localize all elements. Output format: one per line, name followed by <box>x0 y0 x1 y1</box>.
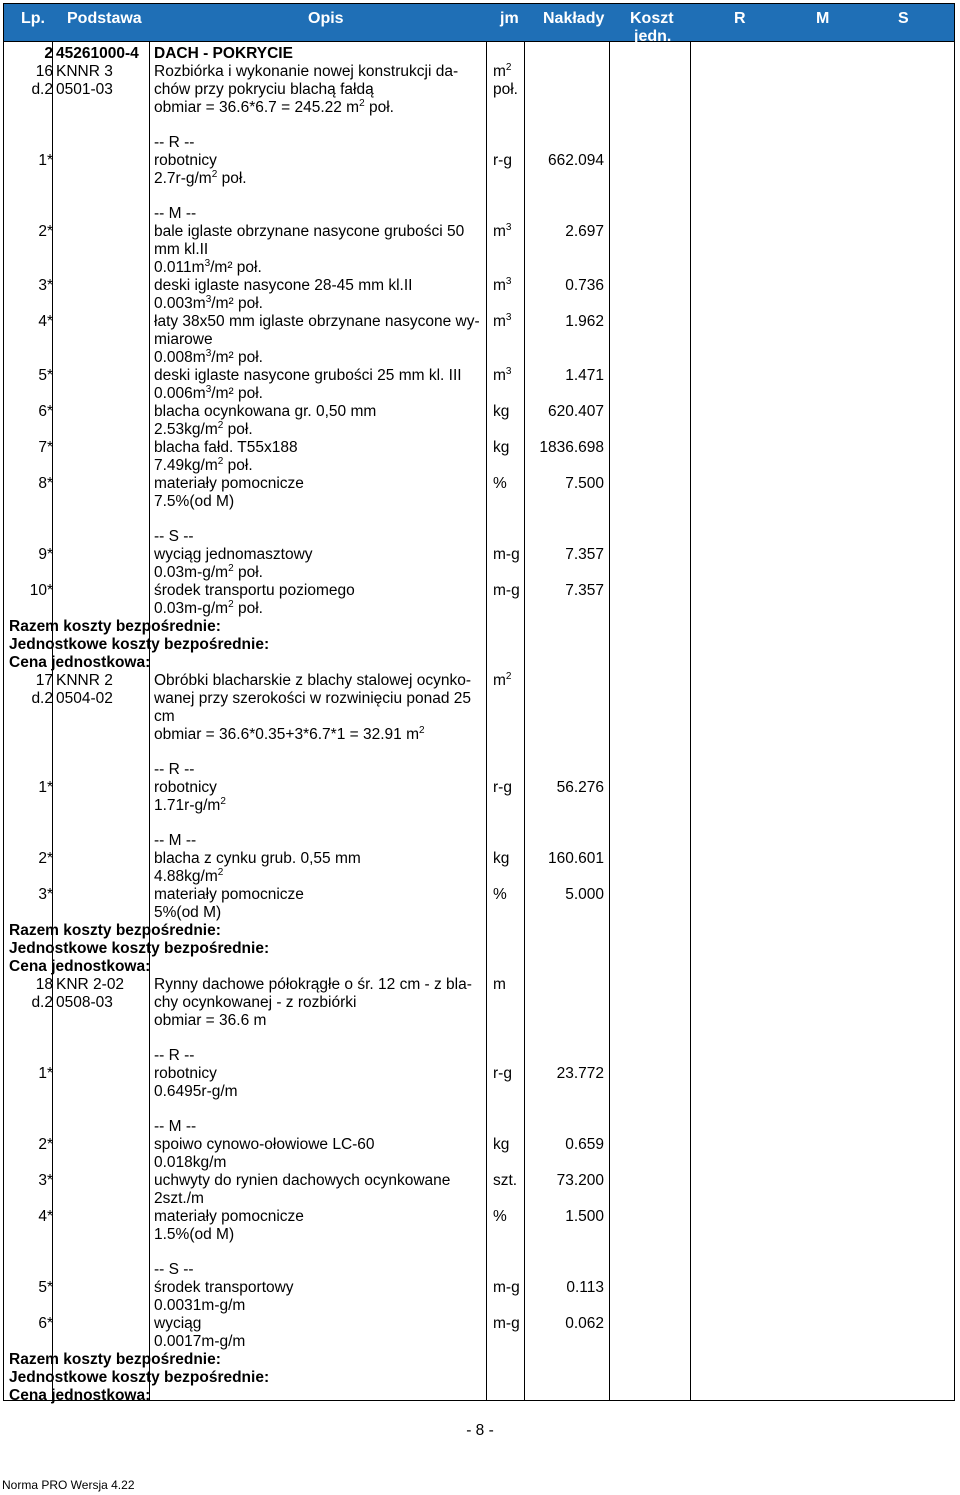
item-obmiar <box>154 726 425 744</box>
column-rule <box>486 41 487 1401</box>
resource-unit-part: kg <box>493 439 510 456</box>
resource-unit <box>493 152 512 170</box>
resource-name-cont: miarowe <box>154 331 213 348</box>
resource-quantity: 160.601 <box>547 850 604 867</box>
resource-lp: 5* <box>38 367 53 384</box>
resource-name: uchwyty do rynien dachowych ocynkowane <box>154 1172 451 1189</box>
resource-unit <box>493 223 511 241</box>
resource-norm <box>154 493 234 511</box>
item-lp-sub: d.2 <box>31 994 53 1011</box>
item-obmiar-part: obmiar = 36.6*6.7 = 245.22 m <box>154 99 360 116</box>
resource-norm <box>154 295 263 313</box>
resource-name: robotnicy <box>154 779 217 796</box>
header-podstawa: Podstawa <box>67 10 142 27</box>
jednostkowe-koszty: Jednostkowe koszty bezpośrednie: <box>9 940 270 957</box>
resource-name: blacha fałd. T55x188 <box>154 439 298 456</box>
resource-section-label: -- M -- <box>154 205 197 222</box>
resource-quantity: 7.357 <box>565 546 604 563</box>
item-obmiar-part: 2 <box>418 725 425 736</box>
resource-norm-part: /m² poł. <box>211 385 263 402</box>
resource-name: spoiwo cynowo-ołowiowe LC-60 <box>154 1136 375 1153</box>
resource-norm <box>154 421 253 439</box>
resource-lp: 2* <box>38 850 53 867</box>
resource-norm-part: /m² poł. <box>211 295 263 312</box>
resource-unit-part: 3 <box>505 276 512 287</box>
resource-unit-part: % <box>493 886 507 903</box>
resource-name: materiały pomocnicze <box>154 886 304 903</box>
resource-norm-part: /m² poł. <box>210 259 262 276</box>
resource-lp: 8* <box>38 475 53 492</box>
resource-unit-part: r-g <box>493 1065 512 1082</box>
resource-norm <box>154 904 221 922</box>
item-code-sub: 0508-03 <box>56 994 113 1011</box>
resource-norm-part: 0.008m <box>154 349 206 366</box>
resource-norm-part: 3 <box>205 348 212 359</box>
resource-lp: 1* <box>38 1065 53 1082</box>
item-unit <box>493 63 511 81</box>
resource-lp: 7* <box>38 439 53 456</box>
resource-lp: 6* <box>38 1315 53 1332</box>
resource-norm-part: 0.011m <box>154 259 205 276</box>
item-description: Obróbki blacharskie z blachy stalowej ocynko- <box>154 672 472 689</box>
resource-unit-part: r-g <box>493 779 512 796</box>
resource-quantity: 0.113 <box>566 1279 604 1296</box>
resource-norm-part: poł. <box>223 421 253 438</box>
item-obmiar <box>154 99 394 117</box>
item-lp-sub: d.2 <box>31 690 53 707</box>
resource-unit <box>493 850 509 868</box>
item-description: cm <box>154 708 175 725</box>
resource-norm-part: 2 <box>228 599 234 610</box>
resource-norm-part: poł. <box>223 457 253 474</box>
item-code-sub: 0504-02 <box>56 690 113 707</box>
resource-unit <box>493 313 511 331</box>
header-m: M <box>816 10 830 27</box>
jednostkowe-koszty: Jednostkowe koszty bezpośrednie: <box>9 1369 270 1386</box>
resource-name: deski iglaste nasycone grubości 25 mm kl. III <box>154 367 462 384</box>
resource-lp: 6* <box>38 403 53 420</box>
cena-jednostkowa: Cena jednostkowa: <box>9 654 151 671</box>
header-jm: jm <box>500 10 519 27</box>
resource-lp: 2* <box>38 1136 53 1153</box>
resource-quantity: 5.000 <box>565 886 604 903</box>
resource-norm-part: 0.0017m-g/m <box>154 1333 246 1350</box>
resource-norm-part: 0.003m <box>154 295 206 312</box>
resource-norm-part: 2 <box>217 867 224 878</box>
table-header <box>4 4 954 45</box>
resource-unit-part: r-g <box>493 152 512 169</box>
resource-quantity: 7.500 <box>565 475 604 492</box>
resource-unit-part: szt. <box>493 1172 518 1189</box>
resource-unit <box>493 582 520 600</box>
resource-norm-part: 7.5%(od M) <box>154 493 235 510</box>
item-code: KNNR 2 <box>56 672 113 689</box>
resource-unit-part: m-g <box>493 546 520 563</box>
resource-norm-part: 0.006m <box>154 385 206 402</box>
resource-unit-part: kg <box>493 403 510 420</box>
resource-unit <box>493 1208 507 1226</box>
resource-unit <box>493 475 507 493</box>
resource-quantity: 1836.698 <box>539 439 604 456</box>
resource-norm <box>154 457 253 475</box>
resource-norm-part: 2 <box>211 169 218 180</box>
resource-norm <box>154 1083 238 1101</box>
resource-name: wyciąg jednomasztowy <box>154 546 313 563</box>
resource-norm-part: 0.0031m-g/m <box>154 1297 246 1314</box>
resource-norm-part: 0.018kg/m <box>154 1154 227 1171</box>
resource-quantity: 1.471 <box>565 367 604 384</box>
item-obmiar <box>154 1012 266 1030</box>
resource-quantity: 0.736 <box>565 277 604 294</box>
resource-section-label: -- S -- <box>154 1261 194 1278</box>
resource-unit-part: % <box>493 1208 507 1225</box>
column-rule <box>609 41 610 1401</box>
resource-unit <box>493 1279 520 1297</box>
resource-norm <box>154 1297 245 1315</box>
razem-koszty: Razem koszty bezpośrednie: <box>9 618 221 635</box>
resource-section-label: -- R -- <box>154 1047 195 1064</box>
resource-norm-part: 1.71r-g/m <box>154 797 221 814</box>
header-jedn: jedn. <box>634 28 672 45</box>
chapter-code: 45261000-4 <box>56 45 139 62</box>
resource-unit <box>493 277 511 295</box>
cena-jednostkowa: Cena jednostkowa: <box>9 958 151 975</box>
resource-norm-part: 2.53kg/m <box>154 421 218 438</box>
resource-unit <box>493 403 509 421</box>
item-description: wanej przy szerokości w rozwinięciu ponad 25 <box>154 690 472 707</box>
item-description: Rynny dachowe półokrągłe o śr. 12 cm - z bla- <box>154 976 472 993</box>
resource-unit-part: 3 <box>505 312 512 323</box>
resource-norm-part: /m² poł. <box>211 349 263 366</box>
resource-norm <box>154 600 263 618</box>
jednostkowe-koszty: Jednostkowe koszty bezpośrednie: <box>9 636 270 653</box>
resource-unit-part: m <box>493 367 506 384</box>
item-unit-part: 2 <box>505 671 512 682</box>
resource-unit-part: kg <box>493 850 510 867</box>
resource-name: blacha ocynkowana gr. 0,50 mm <box>154 403 377 420</box>
resource-lp: 9* <box>38 546 53 563</box>
header-opis: Opis <box>308 10 344 27</box>
item-code: KNR 2-02 <box>56 976 125 993</box>
chapter-title: DACH - POKRYCIE <box>154 45 293 62</box>
razem-koszty: Razem koszty bezpośrednie: <box>9 922 221 939</box>
resource-unit-part: m <box>493 223 506 240</box>
resource-unit-part: m-g <box>493 582 520 599</box>
item-lp: 18 <box>35 976 53 993</box>
cena-jednostkowa: Cena jednostkowa: <box>9 1387 151 1404</box>
resource-unit-part: m-g <box>493 1279 520 1296</box>
resource-norm-part: 2 <box>217 456 224 467</box>
item-lp-sub: d.2 <box>31 81 53 98</box>
item-unit-part: m <box>493 63 506 80</box>
resource-lp: 10* <box>29 582 53 599</box>
item-obmiar-part: obmiar = 36.6 m <box>154 1012 267 1029</box>
item-unit-sub: poł. <box>493 81 518 98</box>
item-obmiar-part: poł. <box>364 99 394 116</box>
resource-norm-part: poł. <box>233 600 263 617</box>
resource-unit <box>493 439 509 457</box>
resource-name: środek transportu poziomego <box>154 582 355 599</box>
item-obmiar-part: 2 <box>359 98 365 109</box>
resource-norm-part: 2szt./m <box>154 1190 204 1207</box>
resource-norm-part: 0.03m-g/m <box>154 600 229 617</box>
resource-lp: 3* <box>38 886 53 903</box>
resource-norm <box>154 797 226 815</box>
resource-quantity: 1.962 <box>565 313 604 330</box>
resource-norm-part: poł. <box>217 170 247 187</box>
resource-unit <box>493 546 520 564</box>
resource-unit <box>493 779 512 797</box>
item-unit <box>493 672 511 690</box>
resource-section-label: -- R -- <box>154 761 195 778</box>
razem-koszty: Razem koszty bezpośrednie: <box>9 1351 221 1368</box>
item-unit <box>493 976 506 994</box>
resource-norm <box>154 170 247 188</box>
resource-norm-part: 0.03m-g/m <box>154 564 229 581</box>
resource-lp: 1* <box>38 152 53 169</box>
resource-unit <box>493 367 511 385</box>
resource-lp: 1* <box>38 779 53 796</box>
resource-name: bale iglaste obrzynane nasycone grubości 50 <box>154 223 465 240</box>
item-obmiar-part: obmiar = 36.6*0.35+3*6.7*1 = 32.91 m <box>154 726 419 743</box>
resource-unit-part: 3 <box>505 222 512 233</box>
software-footer: Norma PRO Wersja 4.22 <box>2 1478 135 1492</box>
resource-unit-part: 3 <box>505 366 512 377</box>
resource-unit <box>493 1065 512 1083</box>
resource-section-label: -- S -- <box>154 528 194 545</box>
resource-section-label: -- R -- <box>154 134 195 151</box>
resource-quantity: 1.500 <box>565 1208 604 1225</box>
resource-norm <box>154 1226 234 1244</box>
resource-quantity: 662.094 <box>547 152 604 169</box>
resource-norm-part: 4.88kg/m <box>154 868 218 885</box>
resource-name: łaty 38x50 mm iglaste obrzynane nasycone wy- <box>154 313 480 330</box>
resource-unit-part: kg <box>493 1136 510 1153</box>
resource-unit <box>493 1136 509 1154</box>
resource-norm <box>154 349 263 367</box>
resource-norm-part: 3 <box>205 384 212 395</box>
item-description: chy ocynkowanej - z rozbiórki <box>154 994 357 1011</box>
resource-norm-part: 3 <box>204 258 211 269</box>
resource-name: robotnicy <box>154 152 217 169</box>
resource-quantity: 0.659 <box>565 1136 604 1153</box>
header-lp: Lp. <box>21 10 45 27</box>
resource-unit-part: m <box>493 313 506 330</box>
resource-lp: 5* <box>38 1279 53 1296</box>
resource-norm-part: 5%(od M) <box>154 904 222 921</box>
resource-unit-part: m-g <box>493 1315 520 1332</box>
resource-name: robotnicy <box>154 1065 217 1082</box>
item-description: chów przy pokryciu blachą fałdą <box>154 81 374 98</box>
column-rule <box>524 41 525 1401</box>
resource-norm-part: poł. <box>233 564 263 581</box>
item-code: KNNR 3 <box>56 63 113 80</box>
column-rule <box>52 41 53 1401</box>
resource-quantity: 7.357 <box>565 582 604 599</box>
resource-quantity: 0.062 <box>565 1315 604 1332</box>
item-unit-part: m <box>493 976 506 993</box>
resource-norm <box>154 259 262 277</box>
resource-norm <box>154 868 223 886</box>
column-rule <box>690 41 691 1401</box>
resource-name: materiały pomocnicze <box>154 1208 304 1225</box>
resource-section-label: -- M -- <box>154 1118 197 1135</box>
item-lp: 16 <box>35 63 53 80</box>
resource-unit-part: m <box>493 277 506 294</box>
header-koszt: Koszt <box>630 10 674 27</box>
page-number: - 8 - <box>466 1422 494 1439</box>
resource-norm-part: 1.5%(od M) <box>154 1226 235 1243</box>
resource-quantity: 56.276 <box>556 779 604 796</box>
resource-name-cont: mm kl.II <box>154 241 209 258</box>
resource-norm-part: 0.6495r-g/m <box>154 1083 238 1100</box>
chapter-lp: 2 <box>44 45 53 62</box>
resource-quantity: 73.200 <box>556 1172 604 1189</box>
table-frame <box>3 3 955 1401</box>
resource-quantity: 620.407 <box>547 403 604 420</box>
resource-name: deski iglaste nasycone 28-45 mm kl.II <box>154 277 413 294</box>
column-rule <box>149 41 150 1401</box>
resource-norm <box>154 1333 245 1351</box>
resource-lp: 4* <box>38 313 53 330</box>
resource-name: wyciąg <box>154 1315 202 1332</box>
resource-unit-part: % <box>493 475 507 492</box>
item-lp: 17 <box>35 672 53 689</box>
resource-norm <box>154 385 263 403</box>
item-code-sub: 0501-03 <box>56 81 113 98</box>
resource-lp: 4* <box>38 1208 53 1225</box>
header-naklady: Nakłady <box>543 10 605 27</box>
resource-name: materiały pomocnicze <box>154 475 304 492</box>
resource-lp: 3* <box>38 277 53 294</box>
resource-quantity: 23.772 <box>556 1065 604 1082</box>
resource-name: środek transportowy <box>154 1279 294 1296</box>
resource-unit <box>493 1172 517 1190</box>
resource-norm-part: 3 <box>205 294 212 305</box>
item-unit-part: m <box>493 672 506 689</box>
resource-norm-part: 2 <box>220 796 226 807</box>
resource-norm <box>154 1154 226 1172</box>
item-unit-part: 2 <box>505 62 512 73</box>
resource-norm <box>154 564 263 582</box>
resource-norm <box>154 1190 204 1208</box>
resource-unit <box>493 886 507 904</box>
resource-norm-part: 2 <box>228 563 234 574</box>
header-r: R <box>734 10 746 27</box>
resource-quantity: 2.697 <box>565 223 604 240</box>
item-description: Rozbiórka i wykonanie nowej konstrukcji da- <box>154 63 459 80</box>
header-s: S <box>898 10 909 27</box>
resource-norm-part: 2 <box>217 420 224 431</box>
resource-lp: 3* <box>38 1172 53 1189</box>
resource-name: blacha z cynku grub. 0,55 mm <box>154 850 361 867</box>
resource-norm-part: 7.49kg/m <box>154 457 218 474</box>
resource-norm-part: 2.7r-g/m <box>154 170 212 187</box>
resource-section-label: -- M -- <box>154 832 197 849</box>
resource-lp: 2* <box>38 223 53 240</box>
resource-unit <box>493 1315 520 1333</box>
